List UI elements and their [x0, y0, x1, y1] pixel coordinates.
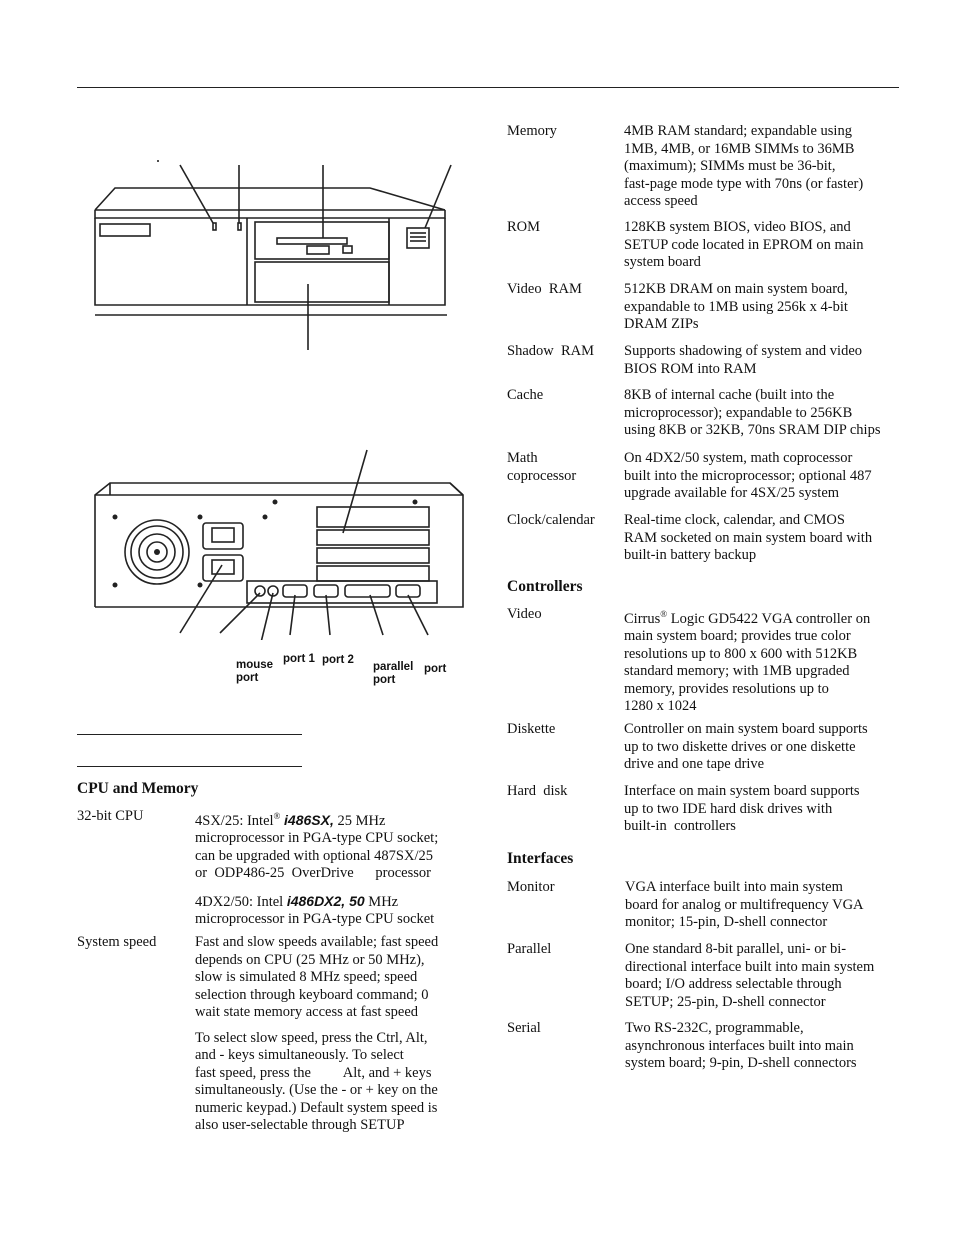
spec-value	[624, 450, 907, 503]
spec-label: Video RAM	[507, 281, 582, 297]
text-line: and - keys simultaneously. To select	[195, 1047, 404, 1063]
text-line: 1280 x 1024	[624, 698, 697, 715]
text-line: board; I/O address selectable through	[625, 976, 842, 992]
text-line: built-in battery backup	[624, 547, 757, 563]
text-line: (maximum); SIMMs must be 36-bit,	[624, 158, 836, 174]
text-line: BIOS ROM into RAM	[624, 360, 757, 377]
spec-label: System speed	[77, 934, 157, 950]
rear-view-figure	[85, 445, 465, 640]
spec-value	[624, 219, 907, 272]
spec-value	[624, 343, 907, 378]
spec-label: Serial	[507, 1020, 541, 1036]
text-line: Math	[507, 450, 538, 466]
header-rule	[77, 87, 899, 88]
text-line: simultaneously. (Use the - or + key on the	[195, 1082, 438, 1098]
section-heading-interfaces: Interfaces	[507, 850, 574, 867]
text-line: monitor; 15-pin, D-shell connector	[625, 914, 828, 930]
spec-label: Parallel	[507, 941, 552, 957]
spec-value	[625, 1020, 907, 1073]
text-line: drive and one tape drive	[624, 756, 765, 772]
text-line: Fast and slow speeds available; fast speed	[195, 934, 439, 950]
spec-label: Video	[507, 606, 542, 622]
text-line: SETUP; 25-pin, D-shell connector	[625, 993, 826, 1010]
section-heading-cpu-memory: CPU and Memory	[77, 780, 199, 797]
text-line: One standard 8-bit parallel, uni- or bi-	[625, 941, 847, 957]
port-label-parallel-port: port	[373, 674, 396, 686]
text-line: Cirrus® Logic GD5422 VGA controller on	[624, 609, 871, 627]
text-line: Two RS-232C, programmable,	[625, 1020, 804, 1036]
text-line: upgrade available for 4SX/25 system	[624, 485, 840, 501]
text-line: coprocessor	[507, 467, 577, 484]
text-line: 4DX2/50: Intel i486DX2, 50 MHz	[195, 892, 399, 910]
text-line: main system board; provides true color	[624, 628, 851, 645]
text-line: built into the microprocessor; optional 487	[624, 467, 872, 484]
spec-value	[195, 934, 467, 1135]
spec-value	[195, 808, 467, 929]
spec-value	[624, 606, 907, 716]
port-label-port2: port 2	[322, 654, 354, 666]
spec-label: ROM	[507, 219, 541, 235]
text-line: system board	[624, 254, 701, 270]
spec-label: Cache	[507, 387, 544, 403]
text-line: selection through keyboard command; 0	[195, 986, 429, 1003]
text-line: Supports shadowing of system and video	[624, 343, 863, 359]
text-line: 1MB, 4MB, or 16MB SIMMs to 36MB	[624, 140, 855, 157]
text-line: resolutions up to 800 x 600 with 512KB	[624, 645, 858, 662]
spec-value	[625, 879, 907, 932]
text-line: or ODP486-25 OverDrive processor	[195, 865, 431, 882]
text-line: 4MB RAM standard; expandable using	[624, 123, 852, 139]
text-line: 4SX/25: Intel® i486SX, 25 MHz	[195, 811, 386, 829]
port-label-port1: port 1	[283, 653, 315, 665]
text-line: Real-time clock, calendar, and CMOS	[624, 512, 845, 528]
text-line: up to two IDE hard disk drives with	[624, 800, 833, 817]
text-line: up to two diskette drives or one diskette	[624, 738, 856, 755]
text-line: microprocessor); expandable to 256KB	[624, 404, 853, 421]
table-rule	[77, 766, 302, 767]
text-line: board for analog or multifrequency VGA	[625, 896, 864, 913]
text-line: system board; 9-pin, D-shell connectors	[625, 1055, 857, 1071]
spec-label: 32-bit CPU	[77, 808, 144, 824]
text-line: built-in controllers	[624, 818, 736, 834]
text-line: access speed	[624, 193, 698, 209]
text-line: expandable to 1MB using 256k x 4-bit	[624, 298, 848, 315]
text-line: fast-page mode type with 70ns (or faster)	[624, 175, 864, 192]
port-label-mouse-port: port	[236, 672, 259, 684]
text-line: fast speed, press the Alt, and + keys	[195, 1064, 432, 1081]
spec-value	[624, 721, 907, 774]
text-line: VGA interface built into main system	[625, 879, 843, 895]
port-label-mouse: mouse	[236, 659, 274, 671]
text-line: RAM socketed on main system board with	[624, 529, 873, 546]
text-line: To select slow speed, press the Ctrl, Alt,	[195, 1029, 428, 1046]
spec-value	[625, 941, 907, 1011]
spec-label: Shadow RAM	[507, 343, 595, 359]
text-line: 512KB DRAM on main system board,	[624, 281, 848, 297]
spec-value	[624, 123, 907, 211]
text-line: directional interface built into main system	[625, 958, 875, 975]
port-label-parallel: parallel	[373, 661, 414, 673]
text-line: also user-selectable through SETUP	[195, 1117, 405, 1133]
port-label-port: port	[424, 663, 447, 675]
front-view-figure	[85, 150, 465, 355]
text-line: microprocessor in PGA-type CPU socket	[195, 911, 435, 928]
spec-value	[624, 281, 907, 334]
spec-value	[624, 512, 907, 565]
spec-label	[507, 450, 576, 485]
text-line: 8KB of internal cache (built into the	[624, 387, 835, 403]
text-line: can be upgraded with optional 487SX/25	[195, 847, 433, 864]
text-line: microprocessor in PGA-type CPU socket;	[195, 830, 439, 847]
text-line: Controller on main system board supports	[624, 721, 868, 737]
text-line: asynchronous interfaces built into main	[625, 1037, 854, 1054]
spec-value	[624, 387, 907, 440]
text-line: On 4DX2/50 system, math coprocessor	[624, 450, 853, 466]
text-line: slow is simulated 8 MHz speed; speed	[195, 969, 418, 985]
spec-value	[624, 783, 907, 836]
text-line: Interface on main system board supports	[624, 783, 860, 799]
text-line: DRAM ZIPs	[624, 316, 699, 332]
text-line: memory, provides resolutions up to	[624, 680, 829, 697]
text-line: numeric keypad.) Default system speed is	[195, 1099, 438, 1116]
spec-label: Monitor	[507, 879, 555, 895]
text-line: standard memory; with 1MB upgraded	[624, 663, 850, 680]
spec-label: Memory	[507, 123, 557, 139]
section-heading-controllers: Controllers	[507, 578, 583, 595]
spec-label: Clock/calendar	[507, 512, 595, 528]
table-rule	[77, 734, 302, 735]
spec-label: Hard disk	[507, 783, 568, 799]
spec-label: Diskette	[507, 721, 556, 737]
text-line: depends on CPU (25 MHz or 50 MHz),	[195, 951, 425, 968]
text-line: SETUP code located in EPROM on main	[624, 236, 864, 253]
text-line: wait state memory access at fast speed	[195, 1004, 419, 1020]
text-line: 128KB system BIOS, video BIOS, and	[624, 219, 851, 235]
text-line: using 8KB or 32KB, 70ns SRAM DIP chips	[624, 422, 881, 438]
